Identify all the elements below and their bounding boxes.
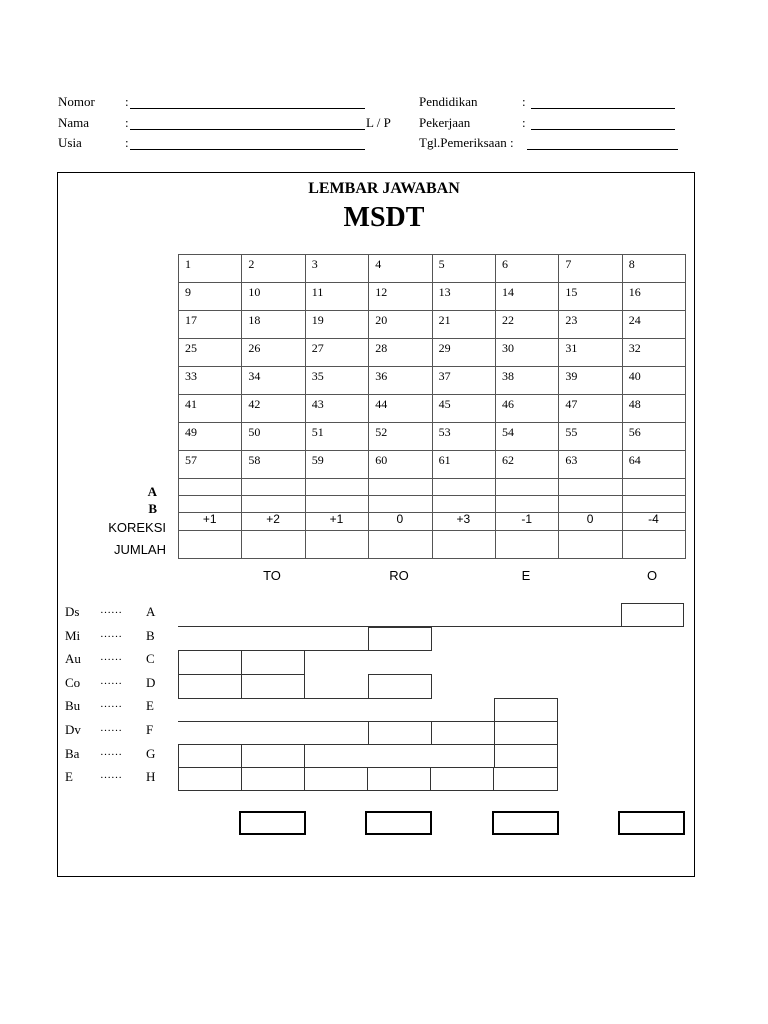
answer-cell[interactable]: 30 — [495, 338, 559, 367]
answer-cell[interactable]: 57 — [178, 450, 242, 479]
b-cell[interactable] — [368, 495, 432, 513]
nomor-colon: : — [125, 94, 129, 109]
score-label-to: TO — [263, 568, 281, 583]
pendidikan-field[interactable] — [531, 108, 675, 109]
mapping-letter: H — [146, 769, 156, 785]
answer-cell[interactable]: 50 — [241, 422, 305, 451]
answer-cell[interactable]: 9 — [178, 282, 242, 311]
answer-cell[interactable]: 4 — [368, 254, 432, 283]
answer-cell[interactable]: 41 — [178, 394, 242, 423]
box-d-ro[interactable] — [368, 674, 432, 699]
answer-cell[interactable]: 48 — [622, 394, 686, 423]
usia-label: Usia — [58, 135, 82, 150]
koreksi-value: 0 — [586, 512, 594, 526]
koreksi-value: -4 — [648, 512, 659, 526]
total-box-ro[interactable] — [365, 811, 432, 835]
total-box-o[interactable] — [618, 811, 685, 835]
box-f-1[interactable] — [368, 721, 432, 745]
a-cell[interactable] — [558, 478, 622, 496]
box-f-2[interactable] — [431, 721, 495, 745]
box-d-1[interactable] — [178, 674, 242, 699]
box-b-ro[interactable] — [368, 627, 432, 651]
answer-cell[interactable]: 14 — [495, 282, 559, 311]
answer-cell[interactable]: 52 — [368, 422, 432, 451]
score-label-o: O — [646, 568, 658, 583]
b-cell[interactable] — [558, 495, 622, 513]
sheet-subtitle: MSDT — [343, 202, 425, 233]
b-cell[interactable] — [495, 495, 559, 513]
a-cell[interactable] — [241, 478, 305, 496]
answer-cell[interactable]: 34 — [241, 366, 305, 395]
koreksi-value: +1 — [202, 512, 217, 526]
answer-cell[interactable]: 44 — [368, 394, 432, 423]
answer-cell[interactable]: 24 — [622, 310, 686, 339]
answer-cell[interactable]: 8 — [622, 254, 686, 283]
answer-cell[interactable]: 53 — [432, 422, 496, 451]
mapping-letter: A — [146, 604, 156, 619]
answer-cell[interactable]: 31 — [558, 338, 622, 367]
answer-cell[interactable]: 28 — [368, 338, 432, 367]
mapping-code: Dv — [65, 722, 81, 737]
answer-cell[interactable]: 54 — [495, 422, 559, 451]
box-a-o[interactable] — [621, 603, 684, 627]
mapping-dots: …… — [100, 769, 122, 782]
answer-cell[interactable]: 6 — [495, 254, 559, 283]
jumlah-cell[interactable] — [495, 530, 559, 559]
answer-cell[interactable]: 63 — [558, 450, 622, 479]
a-cell[interactable] — [622, 478, 686, 496]
mapping-dots: …… — [100, 627, 122, 640]
answer-cell[interactable]: 1 — [178, 254, 242, 283]
box-d-2[interactable] — [241, 674, 305, 699]
mapping-code: Mi — [65, 627, 81, 643]
score-label-ro: RO — [389, 568, 409, 583]
answer-cell[interactable]: 26 — [241, 338, 305, 367]
answer-cell[interactable]: 59 — [305, 450, 369, 479]
answer-cell[interactable]: 36 — [368, 366, 432, 395]
mapping-code: Co — [65, 674, 81, 690]
jumlah-label: JUMLAH — [113, 542, 166, 557]
box-f-3[interactable] — [494, 721, 558, 745]
box-g-3[interactable] — [494, 744, 558, 768]
usia-field[interactable] — [130, 149, 365, 150]
b-cell[interactable] — [305, 495, 369, 513]
koreksi-value: +2 — [266, 512, 280, 526]
answer-cell[interactable]: 27 — [305, 338, 369, 367]
answer-cell[interactable]: 40 — [622, 366, 686, 395]
mapping-dots: …… — [100, 604, 122, 616]
mapping-letter: C — [146, 651, 155, 667]
koreksi-value: +1 — [329, 512, 344, 526]
answer-cell[interactable]: 47 — [558, 394, 622, 423]
answer-cell[interactable]: 51 — [305, 422, 369, 451]
row-label-a: A — [147, 484, 157, 499]
answer-cell[interactable]: 58 — [241, 450, 305, 479]
total-box-e[interactable] — [492, 811, 559, 835]
mapping-letter: G — [146, 745, 156, 761]
pekerjaan-field[interactable] — [531, 129, 675, 130]
box-c-1[interactable] — [178, 650, 242, 675]
mapping-letter: B — [146, 627, 155, 643]
box-g-1[interactable] — [178, 744, 242, 768]
b-cell[interactable] — [432, 495, 496, 513]
answer-cell[interactable]: 60 — [368, 450, 432, 479]
b-cell[interactable] — [241, 495, 305, 513]
box-c-2[interactable] — [241, 650, 305, 675]
answer-cell[interactable]: 42 — [241, 394, 305, 423]
mapping-code: Au — [65, 651, 81, 667]
pendidikan-label: Pendidikan — [419, 94, 478, 109]
nomor-label: Nomor — [58, 94, 95, 109]
answer-cell[interactable]: 39 — [558, 366, 622, 395]
tgl-pemeriksaan-label: Tgl.Pemeriksaan : — [419, 135, 514, 150]
jumlah-cell[interactable] — [622, 530, 686, 559]
pendidikan-colon: : — [522, 94, 526, 109]
a-cell[interactable] — [432, 478, 496, 496]
box-h-2[interactable] — [241, 767, 305, 791]
nama-field[interactable] — [130, 129, 365, 130]
mapping-dots: …… — [100, 745, 122, 758]
mapping-dots: …… — [100, 674, 122, 687]
box-h-5[interactable] — [430, 767, 494, 791]
tgl-pemeriksaan-field[interactable] — [527, 149, 678, 150]
a-cell[interactable] — [178, 478, 242, 496]
answer-cell[interactable]: 17 — [178, 310, 242, 339]
answer-cell[interactable]: 21 — [432, 310, 496, 339]
sheet-title: LEMBAR JAWABAN — [308, 180, 460, 197]
box-h-6[interactable] — [493, 767, 558, 791]
box-e-e[interactable] — [494, 698, 558, 722]
pekerjaan-colon: : — [522, 115, 526, 130]
answer-cell[interactable]: 33 — [178, 366, 242, 395]
row-line-d — [305, 698, 369, 699]
mapping-code: Bu — [65, 698, 81, 714]
answer-cell[interactable]: 15 — [558, 282, 622, 311]
box-g-2[interactable] — [241, 744, 305, 768]
jumlah-cell[interactable] — [305, 530, 369, 559]
answer-cell[interactable]: 62 — [495, 450, 559, 479]
mapping-dots: …… — [100, 722, 122, 734]
answer-cell[interactable]: 55 — [558, 422, 622, 451]
answer-cell[interactable]: 18 — [241, 310, 305, 339]
a-cell[interactable] — [305, 478, 369, 496]
mapping-code: Ba — [65, 745, 80, 761]
nomor-field[interactable] — [130, 108, 365, 109]
answer-cell[interactable]: 56 — [622, 422, 686, 451]
jumlah-cell[interactable] — [558, 530, 622, 559]
jumlah-cell[interactable] — [368, 530, 432, 559]
answer-cell[interactable]: 7 — [558, 254, 622, 283]
koreksi-label: KOREKSI — [108, 520, 166, 535]
box-h-4[interactable] — [367, 767, 431, 791]
answer-cell[interactable]: 22 — [495, 310, 559, 339]
mapping-letter: F — [146, 722, 154, 737]
answer-cell[interactable]: 46 — [495, 394, 559, 423]
b-cell[interactable] — [178, 495, 242, 513]
total-box-to[interactable] — [239, 811, 306, 835]
answer-cell[interactable]: 12 — [368, 282, 432, 311]
answer-cell[interactable]: 49 — [178, 422, 242, 451]
answer-cell[interactable]: 32 — [622, 338, 686, 367]
usia-colon: : — [125, 135, 129, 150]
mapping-letter: E — [146, 698, 154, 714]
box-h-3[interactable] — [304, 767, 368, 791]
b-cell[interactable] — [622, 495, 686, 513]
mapping-dots: …… — [100, 651, 122, 664]
answer-cell[interactable]: 25 — [178, 338, 242, 367]
answer-cell[interactable]: 61 — [432, 450, 496, 479]
mapping-code: Ds — [65, 604, 80, 619]
answer-cell[interactable]: 35 — [305, 366, 369, 395]
score-label-e: E — [521, 568, 531, 583]
koreksi-value: 0 — [396, 512, 404, 526]
gender-label: L / P — [366, 115, 391, 130]
answer-cell[interactable]: 20 — [368, 310, 432, 339]
answer-cell[interactable]: 19 — [305, 310, 369, 339]
koreksi-value: +3 — [456, 512, 471, 526]
koreksi-value: -1 — [521, 512, 533, 526]
nama-label: Nama — [58, 115, 90, 130]
answer-cell[interactable]: 38 — [495, 366, 559, 395]
mapping-letter: D — [146, 674, 156, 690]
answer-cell[interactable]: 43 — [305, 394, 369, 423]
box-h-1[interactable] — [178, 767, 242, 791]
jumlah-cell[interactable] — [178, 530, 242, 559]
a-cell[interactable] — [495, 478, 559, 496]
answer-cell[interactable]: 37 — [432, 366, 496, 395]
answer-cell[interactable]: 16 — [622, 282, 686, 311]
answer-cell[interactable]: 64 — [622, 450, 686, 479]
row-label-b: B — [148, 501, 157, 516]
answer-cell[interactable]: 5 — [432, 254, 496, 283]
a-cell[interactable] — [368, 478, 432, 496]
answer-cell[interactable]: 29 — [432, 338, 496, 367]
answer-cell[interactable]: 11 — [305, 282, 369, 311]
answer-cell[interactable]: 45 — [432, 394, 496, 423]
answer-cell[interactable]: 13 — [432, 282, 496, 311]
mapping-code: E — [65, 769, 73, 785]
answer-cell[interactable]: 10 — [241, 282, 305, 311]
nama-colon: : — [125, 115, 129, 130]
mapping-dots: …… — [100, 698, 122, 711]
pekerjaan-label: Pekerjaan — [419, 115, 471, 130]
jumlah-cell[interactable] — [241, 530, 305, 559]
answer-cell[interactable]: 2 — [241, 254, 305, 283]
answer-cell[interactable]: 23 — [558, 310, 622, 339]
answer-cell[interactable]: 3 — [305, 254, 369, 283]
jumlah-cell[interactable] — [432, 530, 496, 559]
